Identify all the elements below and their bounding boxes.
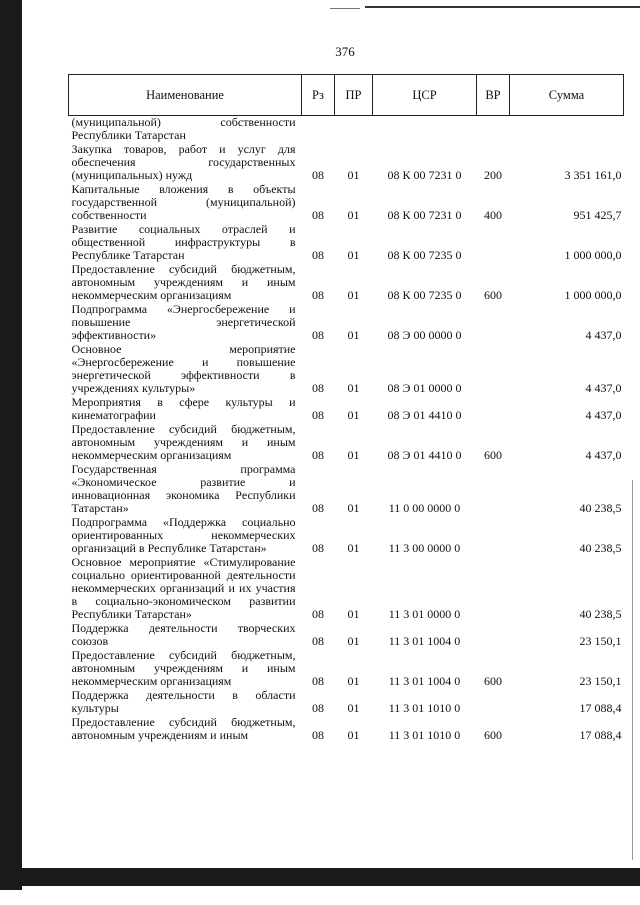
cell-csr: 08 К 00 7235 0 [387, 288, 462, 302]
cell-csr: 11 3 01 1004 0 [388, 674, 461, 688]
cell-pr: 01 [347, 328, 360, 342]
cell-vr [477, 556, 510, 622]
cell-sum: 4 437,0 [585, 328, 622, 342]
cell-vr: 200 [484, 168, 502, 182]
cell-csr [373, 116, 477, 144]
table-row [69, 556, 624, 622]
cell-vr [477, 396, 510, 423]
table-row [69, 649, 624, 689]
cell-sum: 17 088,4 [579, 728, 622, 742]
cell-name: Государственная программа «Экономическое развитие и инновационная экономика Республики Татарстан» [71, 462, 296, 515]
cell-sum [510, 116, 624, 144]
cell-sum: 23 150,1 [579, 674, 622, 688]
cell-rz: 08 [312, 381, 324, 395]
cell-sum: 23 150,1 [579, 634, 622, 648]
cell-vr: 600 [484, 448, 502, 462]
cell-vr [477, 343, 510, 396]
scan-top-line-short [330, 8, 360, 9]
cell-csr: 11 3 01 1010 0 [388, 728, 461, 742]
header-rz: Рз [302, 75, 335, 116]
cell-vr: 400 [484, 208, 502, 222]
cell-name: Мероприятия в сфере культуры и кинематографии [71, 395, 296, 422]
cell-rz: 08 [312, 208, 324, 222]
cell-sum: 40 238,5 [579, 541, 622, 555]
cell-name: Предоставление субсидий бюджетным, автономным учреждениям и иным некоммерческим организациям [71, 648, 296, 688]
header-vr: ВР [477, 75, 510, 116]
table-row [69, 143, 624, 183]
cell-pr: 01 [347, 607, 360, 621]
cell-csr: 11 3 01 1004 0 [388, 634, 461, 648]
cell-csr: 08 К 00 7231 0 [387, 168, 462, 182]
table-row [69, 116, 624, 144]
cell-sum: 40 238,5 [579, 607, 622, 621]
cell-name: (муниципальной) собственности Республики Татарстан [71, 115, 296, 142]
cell-csr: 08 Э 01 4410 0 [387, 448, 462, 462]
cell-rz: 08 [312, 607, 324, 621]
cell-name: Поддержка деятельности творческих союзов [71, 621, 296, 648]
cell-name: Развитие социальных отраслей и общественной инфраструктуры в Республике Татарстан [71, 222, 296, 262]
cell-pr: 01 [347, 728, 360, 742]
cell-name: Предоставление субсидий бюджетным, автономным учреждениям и иным [71, 715, 296, 742]
cell-sum: 17 088,4 [579, 701, 622, 715]
table-row [69, 183, 624, 223]
budget-table [68, 74, 624, 743]
table-row [69, 423, 624, 463]
cell-pr: 01 [347, 288, 360, 302]
table-row [69, 223, 624, 263]
cell-csr: 08 К 00 7235 0 [387, 248, 462, 262]
table-row [69, 689, 624, 716]
cell-vr [477, 223, 510, 263]
cell-pr: 01 [347, 501, 360, 515]
cell-sum: 4 437,0 [585, 408, 622, 422]
cell-rz: 08 [312, 674, 324, 688]
scan-bottom-edge [22, 868, 640, 886]
cell-sum: 1 000 000,0 [564, 288, 622, 302]
cell-pr: 01 [347, 674, 360, 688]
cell-pr: 01 [347, 634, 360, 648]
table-header-row [69, 75, 624, 116]
cell-sum: 1 000 000,0 [564, 248, 622, 262]
cell-pr: 01 [347, 448, 360, 462]
cell-rz: 08 [312, 168, 324, 182]
cell-vr [477, 463, 510, 516]
cell-pr: 01 [347, 168, 360, 182]
cell-vr [477, 516, 510, 556]
cell-csr: 08 Э 00 0000 0 [387, 328, 462, 342]
cell-vr: 600 [484, 674, 502, 688]
cell-vr [477, 689, 510, 716]
cell-rz: 08 [312, 634, 324, 648]
table-row [69, 516, 624, 556]
cell-rz: 08 [312, 701, 324, 715]
header-name: Наименование [69, 75, 302, 116]
scan-left-edge [0, 0, 22, 890]
page-number: 376 [335, 44, 355, 59]
cell-vr [477, 116, 510, 144]
cell-rz: 08 [312, 408, 324, 422]
header-csr: ЦСР [373, 75, 477, 116]
cell-name: Подпрограмма «Поддержка социально ориентированных некоммерческих организаций в Республике Татарстан» [71, 515, 296, 555]
cell-vr [477, 622, 510, 649]
cell-vr [477, 303, 510, 343]
cell-name: Основное мероприятие «Стимулирование социально ориентированной деятельности некоммерческих организаций и их участия в социально-экономическом развитии Республики Татарстан» [71, 555, 296, 621]
cell-pr: 01 [347, 408, 360, 422]
cell-name: Основное мероприятие «Энергосбережение и повышение энергетической эффективности в учреждениях культуры» [71, 342, 296, 395]
cell-pr: 01 [347, 248, 360, 262]
cell-rz: 08 [312, 501, 324, 515]
cell-csr: 08 Э 01 0000 0 [387, 381, 462, 395]
cell-sum: 4 437,0 [585, 448, 622, 462]
cell-pr: 01 [347, 541, 360, 555]
cell-rz: 08 [312, 288, 324, 302]
cell-rz: 08 [312, 541, 324, 555]
cell-vr: 600 [484, 288, 502, 302]
cell-name: Закупка товаров, работ и услуг для обеспечения государственных (муниципальных) нужд [71, 142, 296, 182]
cell-csr: 11 3 01 1010 0 [388, 701, 461, 715]
cell-name: Капитальные вложения в объекты государственной (муниципальной) собственности [71, 182, 296, 222]
cell-name: Поддержка деятельности в области культуры [71, 688, 296, 715]
table-row [69, 716, 624, 743]
cell-rz: 08 [312, 448, 324, 462]
cell-csr: 08 Э 01 4410 0 [387, 408, 462, 422]
cell-pr: 01 [347, 701, 360, 715]
cell-name: Подпрограмма «Энергосбережение и повышение энергетической эффективности» [71, 302, 296, 342]
cell-sum: 951 425,7 [573, 208, 622, 222]
scan-top-line [365, 6, 640, 8]
cell-sum: 40 238,5 [579, 501, 622, 515]
scan-right-line [632, 480, 633, 860]
header-sum: Сумма [510, 75, 624, 116]
cell-csr: 11 3 01 0000 0 [388, 607, 461, 621]
cell-rz: 08 [312, 728, 324, 742]
cell-sum: 3 351 161,0 [564, 168, 622, 182]
table-row [69, 463, 624, 516]
cell-pr: 01 [347, 381, 360, 395]
table-row [69, 622, 624, 649]
cell-csr: 11 3 00 0000 0 [388, 541, 461, 555]
header-pr: ПР [335, 75, 373, 116]
cell-name: Предоставление субсидий бюджетным, автономным учреждениям и иным некоммерческим организациям [71, 262, 296, 302]
cell-csr: 11 0 00 0000 0 [388, 501, 461, 515]
cell-pr [335, 116, 373, 144]
cell-name: Предоставление субсидий бюджетным, автономным учреждениям и иным некоммерческим организациям [71, 422, 296, 462]
cell-rz [302, 116, 335, 144]
table-row [69, 303, 624, 343]
cell-rz: 08 [312, 248, 324, 262]
cell-rz: 08 [312, 328, 324, 342]
cell-pr: 01 [347, 208, 360, 222]
table-row [69, 343, 624, 396]
table-row [69, 396, 624, 423]
table-row [69, 263, 624, 303]
cell-csr: 08 К 00 7231 0 [387, 208, 462, 222]
cell-vr: 600 [484, 728, 502, 742]
cell-sum: 4 437,0 [585, 381, 622, 395]
